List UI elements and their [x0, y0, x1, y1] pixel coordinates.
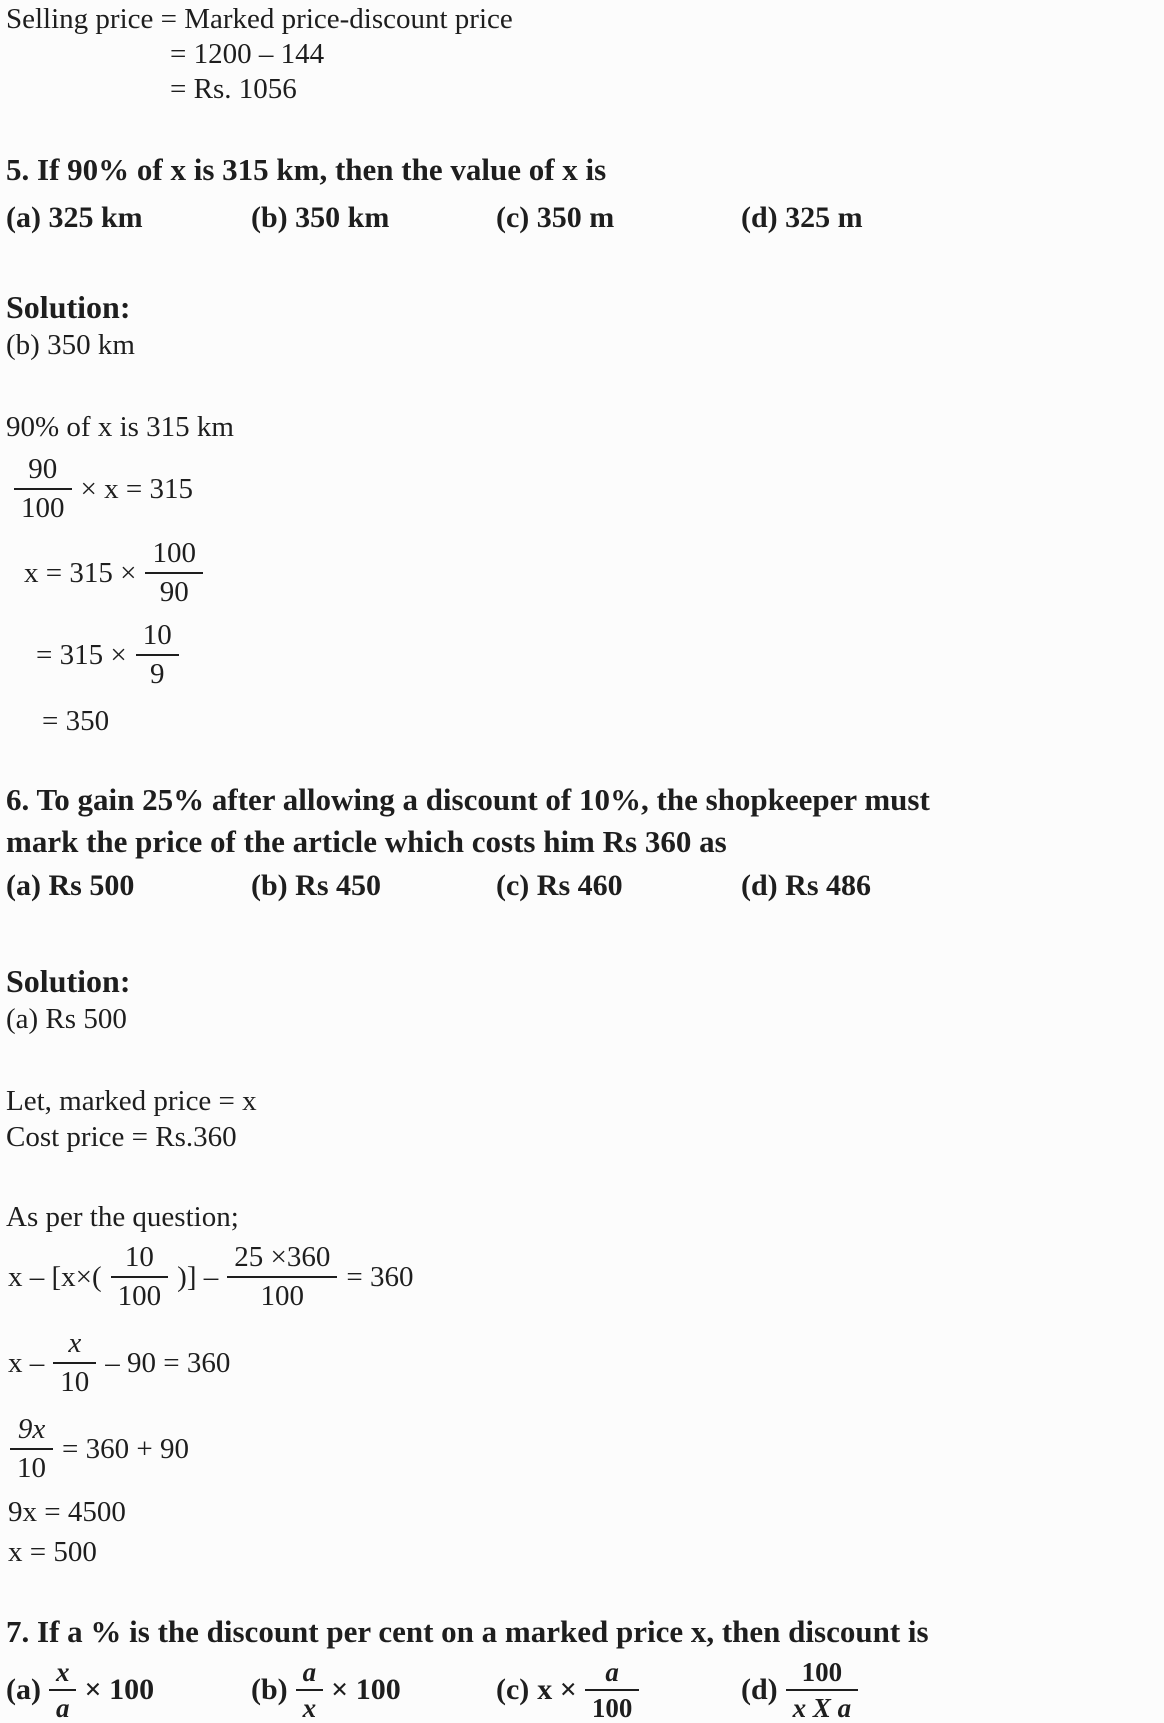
fraction-numerator: 90: [28, 453, 58, 485]
q6-option-b: (b) Rs 450: [251, 869, 382, 902]
question-7-options: [6, 1657, 1164, 1723]
q6-cost-line: Cost price = Rs.360: [6, 1121, 237, 1153]
q7-option-d: [741, 1657, 858, 1723]
q6-as-per-line: As per the question;: [6, 1201, 239, 1233]
q7-option-b: [251, 1657, 496, 1723]
intro-line-1: Selling price = Marked price-discount price: [6, 3, 513, 35]
fraction-denominator: 10: [53, 1362, 96, 1399]
fraction-denominator: x X a: [786, 1689, 859, 1723]
q6-eq2-pre: x –: [8, 1346, 45, 1379]
fraction: [227, 1241, 337, 1313]
q5-step-4: = 350: [42, 705, 110, 737]
q7-option-a: [6, 1657, 251, 1723]
q6-eq3-post: = 360 + 90: [62, 1432, 189, 1465]
q5-step-3: [36, 619, 1164, 691]
fraction-numerator: 100: [152, 537, 196, 569]
fraction: [136, 619, 179, 691]
intro-line-2: = 1200 – 144: [170, 38, 325, 70]
q5-step-2: [24, 537, 1164, 609]
q7-option-b-post: × 100: [331, 1673, 401, 1706]
fraction: [10, 1413, 53, 1485]
fraction-denominator: 90: [145, 572, 203, 609]
q6-equation-4: 9x = 4500: [8, 1496, 126, 1528]
question-6-line-2: mark the price of the article which costs him Rs 360 as: [6, 824, 727, 859]
fraction-numerator: x: [68, 1327, 82, 1359]
q5-step-1: [14, 453, 1164, 525]
fraction-denominator: 100: [585, 1689, 640, 1723]
q6-answer: (a) Rs 500: [6, 1003, 127, 1035]
q5-step-1-rest: × x = 315: [80, 472, 193, 505]
q5-step-3-pre: = 315 ×: [36, 638, 127, 671]
fraction: [145, 537, 203, 609]
intro-block: [6, 2, 1164, 107]
q5-option-c: (c) 350 m: [496, 201, 615, 234]
q6-option-d: (d) Rs 486: [741, 869, 872, 902]
q6-equation-2: [8, 1327, 1164, 1399]
q7-option-c: [496, 1657, 741, 1723]
question-6-line-1: 6. To gain 25% after allowing a discount of 10%, the shopkeeper must: [6, 782, 930, 817]
fraction: [786, 1657, 859, 1723]
fraction-denominator: 10: [10, 1448, 53, 1485]
q5-solution-heading: Solution:: [6, 289, 131, 325]
fraction-numerator: x: [55, 1657, 70, 1687]
q7-option-c-label: (c): [496, 1673, 530, 1706]
q5-step-2-pre: x = 315 ×: [24, 556, 137, 589]
fraction-numerator: 9x: [17, 1413, 46, 1445]
fraction: [296, 1657, 324, 1723]
question-6-options: [6, 867, 1164, 905]
intro-line-3: = Rs. 1056: [170, 73, 297, 105]
q7-option-d-label: (d): [741, 1673, 778, 1706]
question-5: 5. If 90% of x is 315 km, then the value of x is: [6, 152, 607, 187]
q6-eq1-mid: )] –: [177, 1260, 219, 1293]
page: [6, 2, 1164, 1723]
fraction-numerator: 10: [142, 619, 172, 651]
q7-option-c-pre: x ×: [537, 1673, 577, 1706]
q6-equation-3: [10, 1413, 1164, 1485]
question-7: 7. If a % is the discount per cent on a marked price x, then discount is: [6, 1614, 929, 1649]
q6-option-a: (a) Rs 500: [6, 869, 135, 902]
fraction: [14, 453, 72, 525]
fraction-denominator: x: [296, 1689, 324, 1723]
fraction-denominator: 100: [227, 1276, 337, 1313]
question-6: [6, 779, 1164, 863]
fraction-denominator: a: [49, 1689, 77, 1723]
q6-equation-1: [8, 1241, 1164, 1313]
fraction-denominator: 9: [136, 654, 179, 691]
question-5-options: [6, 199, 1164, 237]
q5-option-b: (b) 350 km: [251, 201, 390, 234]
q7-option-a-label: (a): [6, 1673, 41, 1706]
fraction: [585, 1657, 640, 1723]
q5-option-d: (d) 325 m: [741, 201, 863, 234]
q6-let-line: Let, marked price = x: [6, 1085, 257, 1117]
q7-option-a-post: × 100: [84, 1673, 155, 1706]
q6-equation-5: x = 500: [8, 1536, 97, 1568]
fraction-numerator: 10: [124, 1241, 154, 1273]
fraction-denominator: 100: [111, 1276, 169, 1313]
q6-eq1-pre: x – [x×(: [8, 1260, 102, 1293]
fraction-numerator: a: [605, 1657, 619, 1687]
q6-eq2-post: – 90 = 360: [105, 1346, 231, 1379]
fraction-numerator: a: [302, 1657, 317, 1687]
fraction-denominator: 100: [14, 488, 72, 525]
fraction-numerator: 25 ×360: [234, 1241, 331, 1273]
q5-answer: (b) 350 km: [6, 329, 135, 361]
q6-solution-heading: Solution:: [6, 963, 131, 999]
q6-option-c: (c) Rs 460: [496, 869, 623, 902]
fraction-numerator: 100: [801, 1657, 843, 1687]
q6-eq1-post: = 360: [346, 1260, 414, 1293]
q5-option-a: (a) 325 km: [6, 201, 143, 234]
fraction: [49, 1657, 77, 1723]
fraction: [53, 1327, 96, 1399]
q5-statement: 90% of x is 315 km: [6, 411, 234, 443]
fraction: [111, 1241, 169, 1313]
q7-option-b-label: (b): [251, 1673, 288, 1706]
